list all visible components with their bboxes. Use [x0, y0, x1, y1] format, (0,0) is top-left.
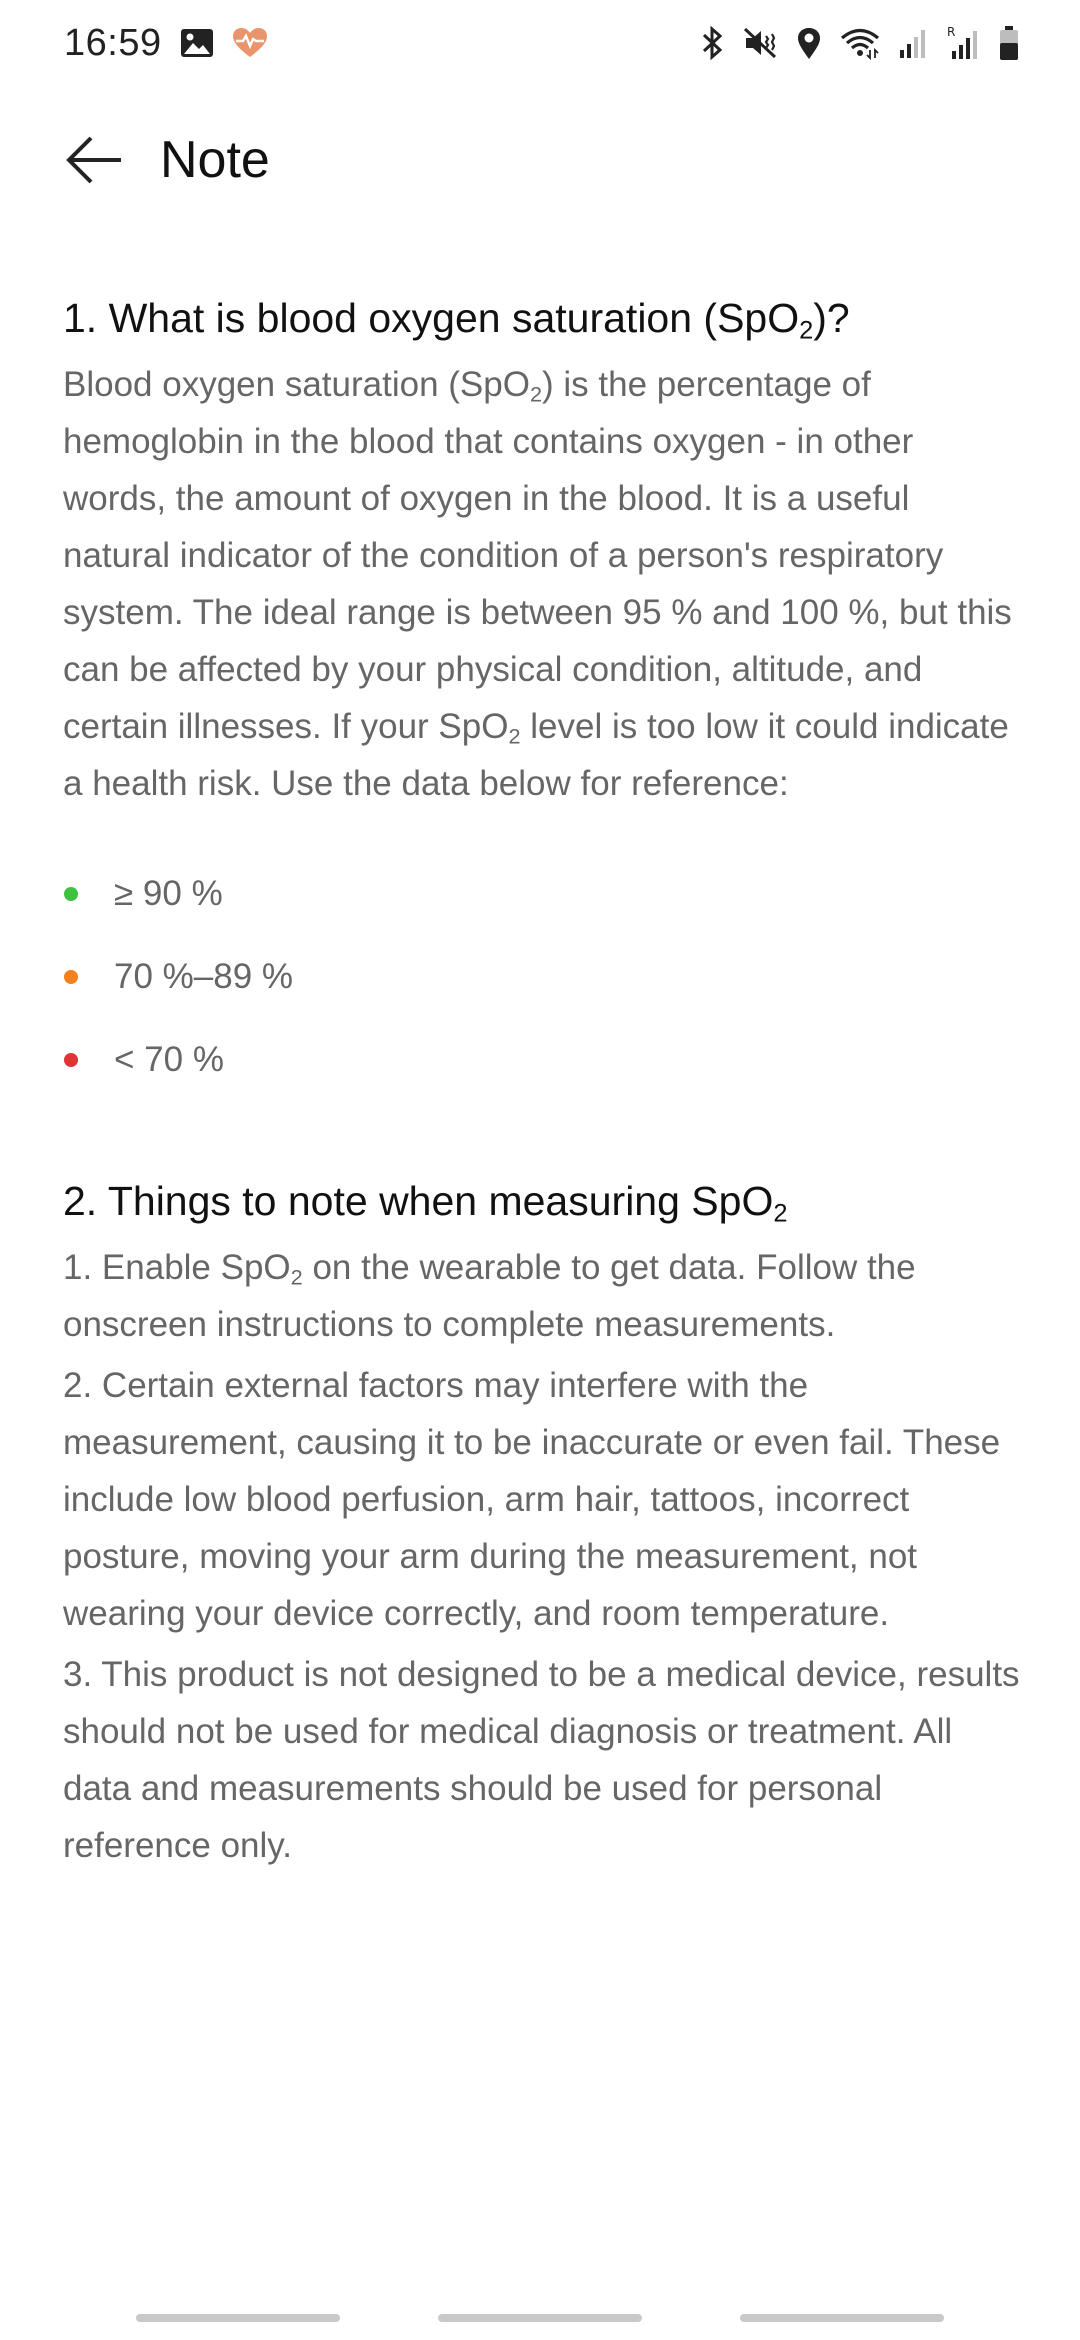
- section1-paragraph: Blood oxygen saturation (SpO$_2$) is the percentage of hemoglobin in the blood that contains oxygen - in other words, the amount of oxygen in the blood. It is a useful natural indicator of the condition of a person's respiratory system. The ideal range is between 95 % and 100 %, but this can be affected by your physical condition, altitude, and certain illnesses. If your SpO$_2$ level is too low it could indicate a health risk. Use the data below for reference:: [63, 365, 1012, 803]
- legend-label: < 70 %: [114, 1039, 224, 1079]
- orange-dot-icon: [64, 970, 78, 984]
- section-what-is-spo2: [63, 290, 1023, 1101]
- vibrate-mute-icon: [742, 26, 778, 60]
- app-bar: [0, 110, 1080, 210]
- section-things-to-note: [63, 1173, 1023, 1874]
- green-dot-icon: [64, 887, 78, 901]
- legend-label: ≥ 90 %: [114, 873, 223, 913]
- legend-item-low: [63, 935, 1023, 1018]
- navigation-bar: [0, 2300, 1080, 2340]
- signal-icon: [898, 26, 928, 60]
- battery-icon: [998, 25, 1020, 61]
- status-bar-left: [64, 22, 268, 65]
- status-time: 16:59: [64, 21, 162, 64]
- note-content: [63, 290, 1023, 1874]
- recents-pill[interactable]: [136, 2314, 340, 2322]
- wifi-icon: [840, 26, 880, 60]
- legend-item-normal: [63, 852, 1023, 935]
- gallery-icon: [180, 28, 214, 58]
- note-item-3: 3. This product is not designed to be a medical device, results should not be used for medical diagnosis or treatment. All data and measurements should be used for personal reference only.: [63, 1655, 1020, 1865]
- note-item-1: 1. Enable SpO$_2$ on the wearable to get data. Follow the onscreen instructions to complete measurements.: [63, 1248, 916, 1344]
- legend-label: 70 %–89 %: [114, 956, 294, 996]
- home-pill[interactable]: [438, 2314, 642, 2322]
- health-heart-icon: [232, 27, 268, 59]
- back-arrow-icon: [65, 135, 123, 185]
- red-dot-icon: [64, 1053, 78, 1067]
- status-bar: [0, 0, 1080, 86]
- location-icon: [796, 26, 822, 60]
- legend-item-very-low: [63, 1018, 1023, 1101]
- page-title: Note: [160, 131, 270, 189]
- roaming-signal-icon: [946, 25, 980, 61]
- section2-heading: 2. Things to note when measuring SpO$_2$: [63, 1178, 788, 1228]
- status-bar-right: [700, 25, 1020, 61]
- section1-heading: 1. What is blood oxygen saturation (SpO$_2$)?: [63, 295, 850, 345]
- bluetooth-icon: [700, 26, 724, 60]
- back-pill[interactable]: [740, 2314, 944, 2322]
- svg-text:R: R: [947, 25, 956, 39]
- note-item-2: 2. Certain external factors may interfere with the measurement, causing it to be inaccurate or even fail. These include low blood perfusion, arm hair, tattoos, incorrect posture, moving your arm during the measurement, not wearing your device correctly, and room temperature.: [63, 1366, 1001, 1633]
- back-button[interactable]: [62, 128, 126, 192]
- spo2-range-legend: [63, 852, 1023, 1101]
